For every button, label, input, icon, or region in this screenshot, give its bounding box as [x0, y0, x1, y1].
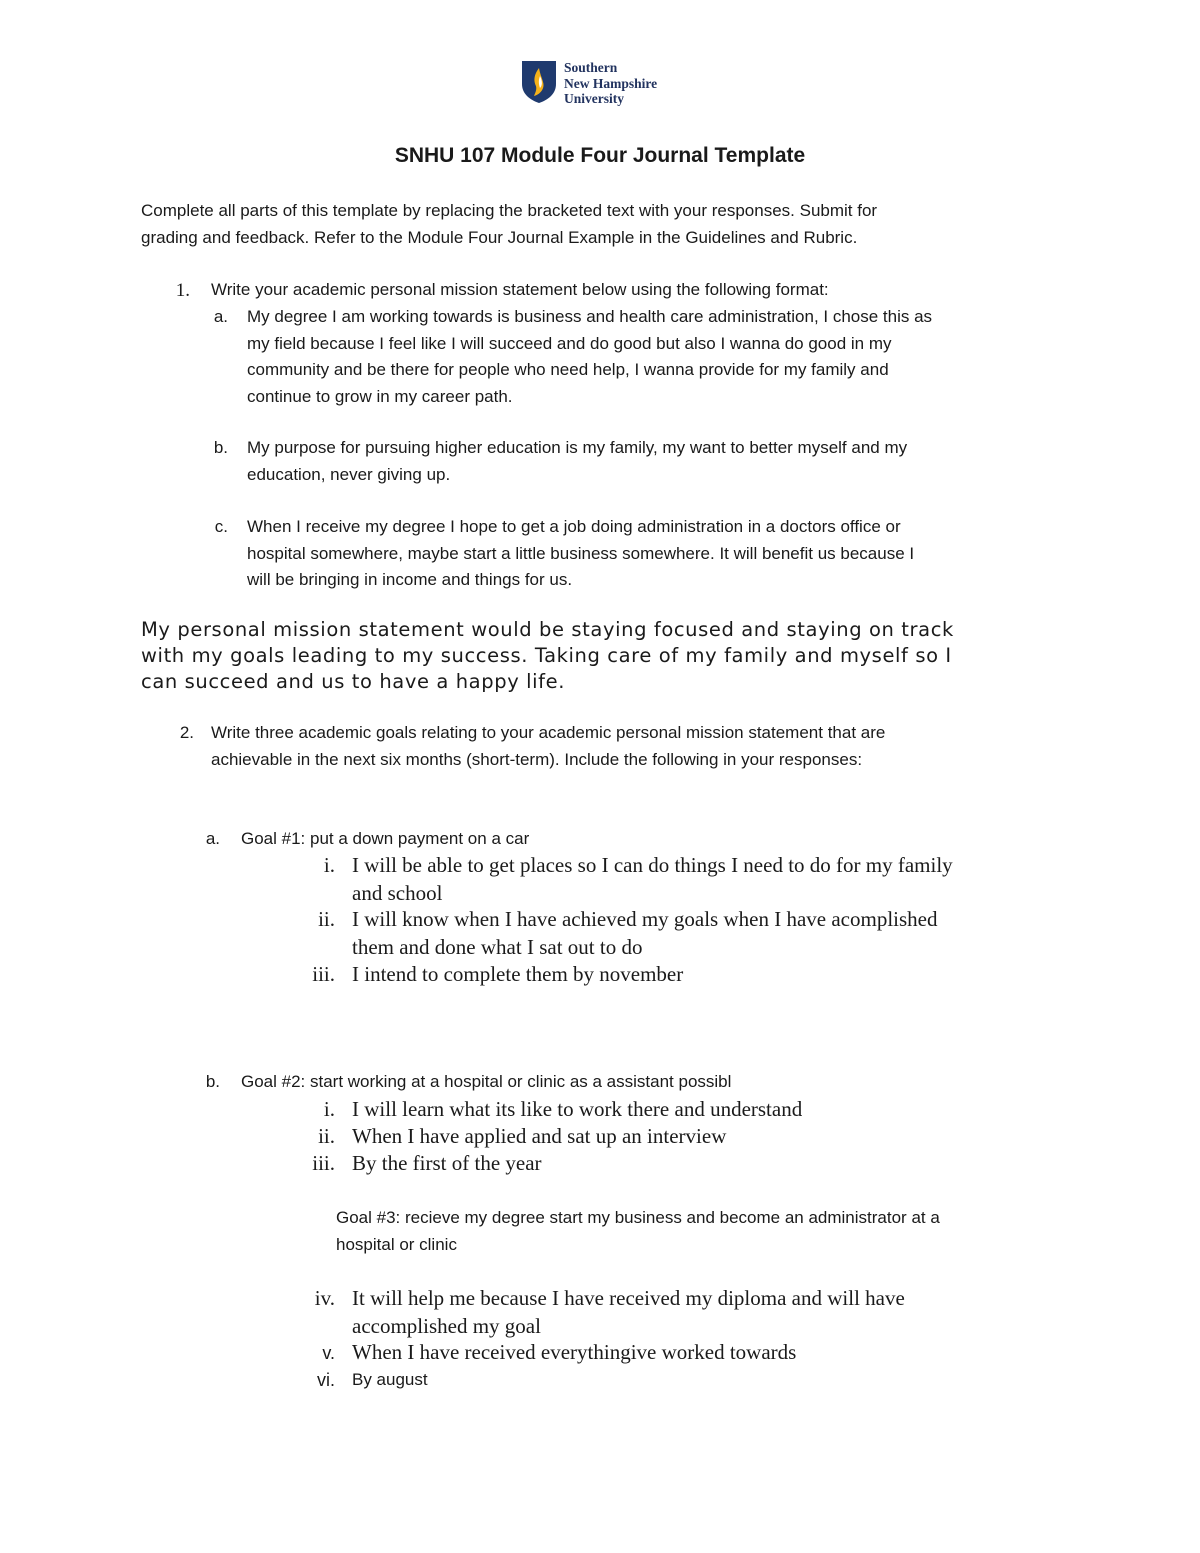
section2-heading [211, 720, 1111, 773]
goal1-item-iii [352, 961, 1112, 989]
text-line: my field because I feel like I will succeed and do good but also I wanna do good in my [247, 333, 892, 353]
list-marker-goal1-ii: ii. [318, 907, 335, 931]
text-line: When I receive my degree I hope to get a job doing administration in a doctors office or [247, 517, 901, 536]
logo-line-3: University [564, 91, 624, 106]
text-line: achievable in the next six months (short-term). Include the following in your responses: [211, 749, 863, 769]
text-line: hospital or clinic [336, 1234, 457, 1254]
intro-paragraph [141, 198, 1101, 251]
list-marker-1b: b. [213, 438, 228, 457]
page-title: SNHU 107 Module Four Journal Template [394, 144, 806, 167]
text-line: continue to grow in my career path. [247, 386, 513, 406]
text-line: My degree I am working towards is business and health care administration, I chose this as [247, 307, 933, 326]
text-line: hospital somewhere, maybe start a little business somewhere. It will benefit us because I [247, 543, 915, 563]
goal2-item-ii: When I have applied and sat up an interview [352, 1124, 727, 1148]
text-line: I will be able to get places so I can do things I need to do for my family [352, 853, 953, 877]
goal1-item-i [352, 852, 1112, 907]
text-line: with my goals leading to my success. Taking care of my family and myself so I [141, 644, 952, 667]
list-marker-goal2-ii: ii. [318, 1124, 335, 1148]
list-marker-goal3-vi: vi. [317, 1370, 335, 1390]
mission-statement [141, 617, 1141, 695]
list-marker-goal2-i: i. [323, 1097, 335, 1121]
goal3-item-vi: By august [352, 1370, 428, 1389]
text-line: them and done what I sat out to do [352, 934, 643, 959]
list-marker-goal3-v: v. [322, 1343, 335, 1363]
text-line: My personal mission statement would be staying focused and staying on track [141, 618, 954, 641]
text-line: Write three academic goals relating to your academic personal mission statement that are [211, 723, 886, 742]
goal3-item-iv [352, 1285, 1112, 1340]
goal3-item-v: When I have received everythingive worked towards [352, 1340, 797, 1364]
list-marker-goal1-i: i. [323, 853, 335, 877]
goal1-item-ii [352, 906, 1112, 961]
text-line: can succeed and us to have a happy life. [141, 670, 566, 693]
university-logo [521, 60, 657, 107]
text-line: It will help me because I have received my diploma and will have [352, 1286, 905, 1310]
logo-wordmark [564, 60, 657, 107]
list-marker-goal2: b. [205, 1072, 220, 1091]
shield-flame-icon [521, 60, 557, 104]
list-marker-2: 2. [179, 723, 194, 742]
text-line: and school [352, 880, 443, 905]
logo-line-2: New Hampshire [564, 75, 658, 91]
section1-c-text [247, 514, 1127, 594]
section1-b-text [247, 435, 1127, 488]
list-marker-1c: c. [214, 517, 228, 536]
text-line: My purpose for pursuing higher education is my family, my want to better myself and my [247, 438, 908, 457]
text-line: accomplished my goal [352, 1313, 541, 1338]
intro-line: grading and feedback. Refer to the Module Four Journal Example in the Guidelines and Rubric. [141, 227, 858, 247]
section1-a-text [247, 304, 1127, 410]
list-marker-goal1-iii: iii. [312, 962, 335, 986]
goal2-item-i: I will learn what its like to work there and understand [352, 1097, 803, 1121]
section1-heading: Write your academic personal mission statement below using the following format: [211, 280, 829, 299]
text-line: community and be there for people who need help, I wanna provide for my family and [247, 360, 889, 379]
logo-line-1: Southern [564, 60, 618, 75]
text-line: will be bringing in income and things for us. [247, 570, 573, 589]
list-marker-1: 1. [175, 280, 190, 301]
goal1-label: Goal #1: put a down payment on a car [241, 829, 530, 848]
list-marker-goal2-iii: iii. [312, 1151, 335, 1175]
list-marker-goal3-iv: iv. [314, 1286, 335, 1310]
list-marker-1a: a. [213, 307, 228, 326]
text-line: Goal #3: recieve my degree start my business and become an administrator at a [336, 1208, 940, 1227]
text-line: I intend to complete them by november [352, 962, 684, 986]
goal3-label [336, 1205, 1096, 1258]
intro-line: Complete all parts of this template by replacing the bracketed text with your responses. Submit for [141, 201, 878, 220]
list-marker-goal1: a. [205, 829, 220, 848]
goal2-label: Goal #2: start working at a hospital or clinic as a assistant possibl [241, 1072, 732, 1091]
text-line: I will know when I have achieved my goals when I have acomplished [352, 907, 938, 931]
text-line: education, never giving up. [247, 464, 451, 484]
goal2-item-iii: By the first of the year [352, 1151, 542, 1175]
